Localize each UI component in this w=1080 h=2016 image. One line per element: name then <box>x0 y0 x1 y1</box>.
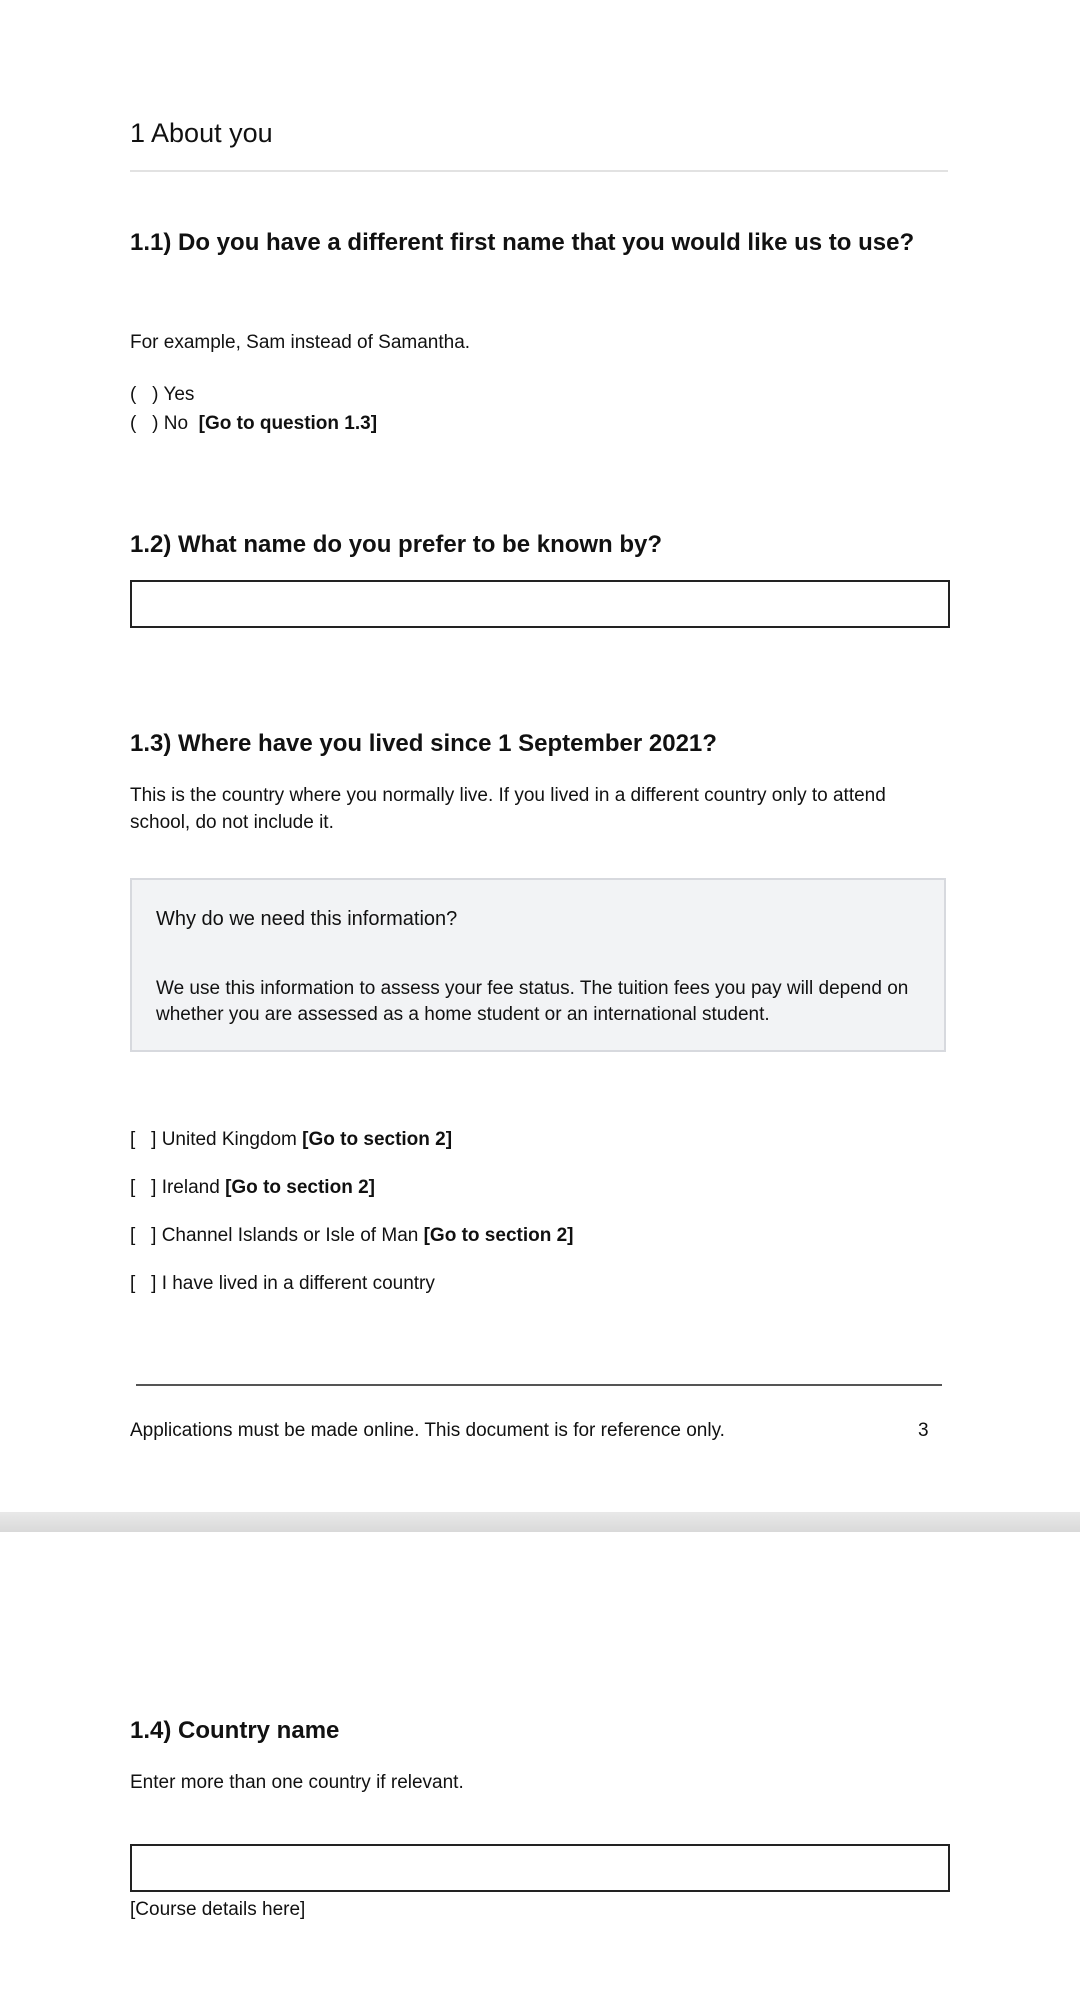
question-1-3-hint: This is the country where you normally live. If you lived in a different country only to attend school, do not include it. <box>130 785 886 833</box>
checkbox-marker: [ ] <box>130 1177 157 1198</box>
page-separator <box>0 1512 1080 1532</box>
checkbox-option-channel-islands[interactable] <box>130 1222 574 1250</box>
course-details-placeholder: [Course details here] <box>130 1899 306 1920</box>
footer-divider <box>136 1384 942 1386</box>
page-footer-note: Applications must be made online. This document is for reference only. <box>130 1420 725 1441</box>
checkbox-marker: [ ] <box>130 1129 157 1150</box>
option-label: Channel Islands or Isle of Man <box>161 1225 419 1246</box>
routing-instruction: [Go to section 2] <box>225 1177 375 1198</box>
checkbox-marker: [ ] <box>130 1273 157 1294</box>
question-1-1-hint: For example, Sam instead of Samantha. <box>130 332 471 353</box>
checkbox-marker: [ ] <box>130 1225 157 1246</box>
document-page-4 <box>0 1532 1080 2016</box>
checkbox-option-united-kingdom[interactable] <box>130 1126 452 1154</box>
info-box <box>130 878 946 1052</box>
question-1-4-heading: 1.4) Country name <box>130 1717 340 1744</box>
country-name-field[interactable] <box>130 1844 950 1892</box>
option-label: Yes <box>163 384 195 405</box>
preferred-name-field[interactable] <box>130 580 950 628</box>
radio-option-yes[interactable] <box>130 381 194 409</box>
option-label: Ireland <box>161 1177 220 1198</box>
info-box-body: We use this information to assess your fee status. The tuition fees you pay will depend on whether you are assessed as a home student or an international student. <box>156 978 909 1025</box>
section-title: 1 About you <box>130 118 273 148</box>
question-1-1-heading: 1.1) Do you have a different first name that you would like us to use? <box>130 229 915 256</box>
routing-instruction: [Go to question 1.3] <box>198 413 378 434</box>
question-1-2-heading: 1.2) What name do you prefer to be known by? <box>130 531 663 558</box>
option-label: No <box>163 413 189 434</box>
page-number: 3 <box>918 1420 929 1441</box>
radio-marker: ( ) <box>130 413 159 434</box>
routing-instruction: [Go to section 2] <box>423 1225 574 1246</box>
checkbox-option-ireland[interactable] <box>130 1174 375 1202</box>
question-1-4-hint: Enter more than one country if relevant. <box>130 1772 464 1793</box>
checkbox-option-different-country[interactable] <box>130 1270 435 1298</box>
info-box-title: Why do we need this information? <box>156 908 458 930</box>
radio-option-no[interactable] <box>130 410 377 438</box>
routing-instruction: [Go to section 2] <box>302 1129 453 1150</box>
radio-marker: ( ) <box>130 384 159 405</box>
question-1-3-heading: 1.3) Where have you lived since 1 September 2021? <box>130 730 717 757</box>
option-label: United Kingdom <box>161 1129 297 1150</box>
section-divider <box>130 170 948 172</box>
option-label: I have lived in a different country <box>161 1273 435 1294</box>
